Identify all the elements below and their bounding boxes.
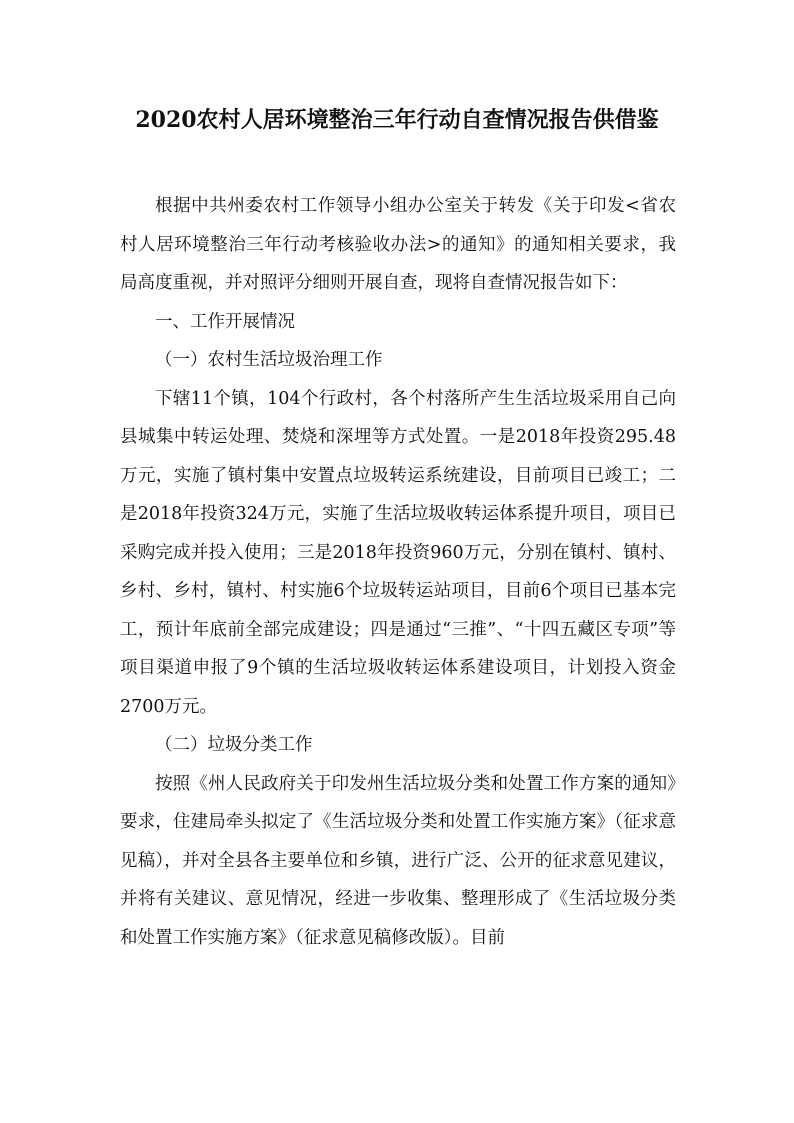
document-title: 2020农村人居环境整治三年行动自查情况报告供借鉴 [135,107,659,133]
subsection-body-2: 按照《州人民政府关于印发州生活垃圾分类和处置工作方案的通知》要求，住建局牵头拟定了《生活垃圾分类和处置工作实施方案》（征求意见稿），并对全县各主要单位和乡镇，进行广泛、公开的征求意见建议，并将有关建议、意见情况，经进一步收集、整理形成了《生活垃圾分类和处置工作实施方案》（征求意见稿修改版）。目前 [120,773,676,948]
subsection-heading-2: （二）垃圾分类工作 [155,735,313,755]
intro-paragraph: 根据中共州委农村工作领导小组办公室关于转发《关于印发<省农村人居环境整治三年行动考核验收办法>的通知》的通知相关要求，我局高度重视，并对照评分细则开展自查，现将自查情况报告如下： [120,196,676,293]
subsection-heading-1: （一）农村生活垃圾治理工作 [155,350,383,370]
subsection-body-1: 下辖11个镇，104个行政村，各个村落所产生生活垃圾采用自己向县城集中转运处理、焚烧和深埋等方式处置。一是2018年投资295.48万元，实施了镇村集中安置点垃圾转运系统建设，目前项目已竣工；二是2018年投资324万元，实施了生活垃圾收转运体系提升项目，项目已采购完成并投入使用；三是2018年投资960万元，分别在镇村、镇村、乡村、乡村，镇村、村实施6个垃圾转运站项目，目前6个项目已基本完工，预计年底前全部完成建设；四是通过“三推”、“十四五藏区专项”等项目渠道申报了9个镇的生活垃圾收转运体系建设项目，计划投入资金2700万元。 [120,388,676,717]
document-body [120,187,676,957]
section-heading: 一、工作开展情况 [155,311,295,332]
